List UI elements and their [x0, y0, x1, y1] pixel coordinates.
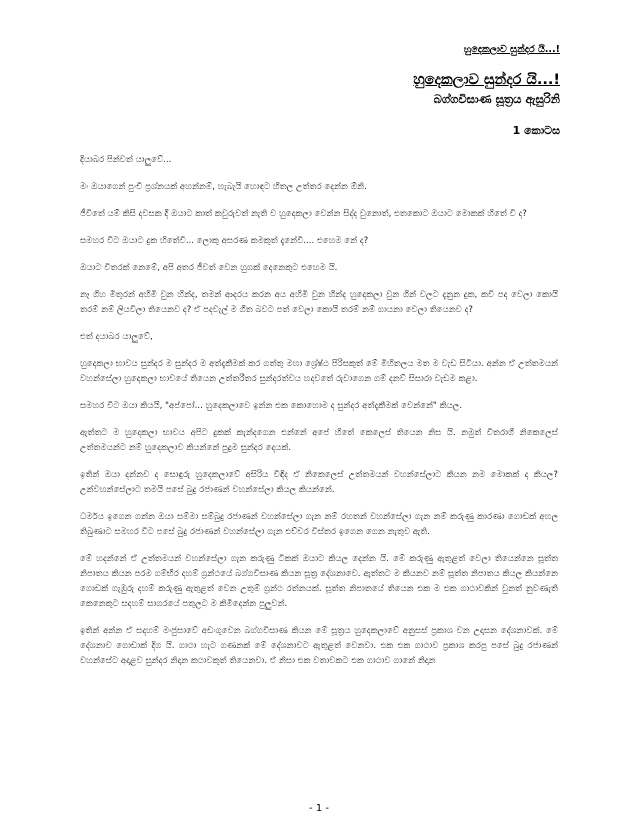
paragraph: ඔයාට විතරක් නෙමේ, අපි අතර ජීවත් වෙන හුගක් දෙනෙකුට එහෙම යි.: [80, 263, 338, 273]
running-header: හුදෙකලාව සුන්දර යි...!: [463, 44, 560, 55]
document-title: හුදෙකලාව සුන්දර යි...!: [413, 72, 560, 88]
paragraph: එත් දයාබර යාලුවේ,: [80, 332, 153, 342]
body-text: [80, 153, 558, 681]
paragraph: හුදෙකලා භාවය සුන්දර ම සුන්දර ම අත්දැකීමක් කර ගත්තු මහා ශ්‍රේෂ්ඨ පිරිසකුත් මේ මිහිතලය මත ම වැඩ සිටියා. අන්න ඒ උත්තමයන් වහන්සේලා හුදෙකලා භාවයේ තියෙන උත්තරීතර සුන්දරත්වය හදවතේ රුවාගෙන ගම් දනව් සිසාරා වැඩම කළා.: [80, 359, 558, 384]
paragraph: මං ඔයාගෙන් පුංචි ප්‍රශ්නයක් අහන්නම්, හැබැයි හොඳට හිතල උත්තර දෙන්න ඕනි.: [80, 182, 367, 192]
paragraph: සමහර විට ඔයා කියයි, "අප්පෝ... හුදෙකලාවෙ ඉන්න එක කොහොම ද සුන්දර අත්දැකීමක් වෙන්නේ" කියල.: [80, 401, 463, 411]
document-subtitle: බග්ගවිසාණ සූත්‍රය ඇසුරිනි: [433, 92, 560, 106]
page-number: - 1 -: [309, 803, 329, 814]
paragraph: මේ හදන්නේ ඒ උත්තමයන් වහන්සේලා ගැන කරුණු ටිකක් ඔයාට කියල දෙන්න යි. මේ කරුණු ඇතුළත් වෙලා තියෙන්නෙ සූත්ත නිපාතය කියන පරම ගම්භීර දහම් ග්‍රන්ථයේ බග්ගවිසාණ කියන සූත්‍ර දේශනාවෙ. ඇත්තට ම කියනව නම් සූත්ත නිපාතය කියල කියන්නෙ ගොඩක් ගැඹුරු දහම් කරුණු ඇතුළත් වෙන උතුම් ග්‍රන්ථ රත්නයක්. සූත්ත නිපාතයේ තියෙන එක ම එක ගාථාවකින් වුනත් නුවණැති කෙනෙකුට සදහම් සාගරයේ පතුලට ම කිමිදෙන්න පුලුවන්.: [80, 554, 558, 609]
paragraph: නෑ ගිහ මිතුරන් අහිමි වුන හින්ද, තමන් ආදරය කරන අය අහිමි වුන හින්ද හුදෙකලා වුන ගින් වලට දැනුන දුක, කවි පද වෙලා කොයි තරම් නම් ලියවිලා තියෙනව ද? ඒ පදවැල් ම ගීත බවට පත් වෙලා කොයි තරම් නම් ගායනා වෙලා තියෙනව ද?: [80, 290, 558, 315]
paragraph: දියාබර පින්වත් යාලුවේ...: [80, 155, 172, 165]
title-block: [413, 72, 560, 107]
paragraph: සමහර විට ඔයාට දුක හිතේවි... ලොකු අසරණ කමකුත් දැනේවි.... එහෙම නේ ද?: [80, 236, 369, 246]
part-label: 1 කොටස: [512, 124, 560, 137]
paragraph: ඉතින් ඔයා දන්නව ද සොඳුරු හුදෙකලාවේ අසිරිය විඳිද ඒ නිකෙලෙස් උත්තමයන් වහන්සේලාට කියන නම මොකක් ද කියල? උන්වහන්සේලාට තමයි පසේ බුදු රජාණන් වහන්සේලා කියල කියන්නේ.: [80, 470, 558, 495]
paragraph: ඉතින් අන්න ඒ සදහම් මංජුසාවේ අඩංගුවෙන බග්ගවිසාණ කියන මේ සූත්‍රය හුදෙකලාවේ අනුසස් ප්‍රකාශ වන උදාසන දේශනාවක්. මේ දේශනාව ගොඩාක් දිග යි. ගාථා හැට ගණනක් මේ දේශනාවට ඇතුළත් වෙනවා. එක එක ගාථාව ප්‍රකාශ කරපු පසේ බුදු රජාණන් වහන්සේට අදාළව සුන්දර නිදාන කථාවකුත් තියෙනවා. ඒ නිසා එක වතාවකට එක ගාථාව ගානේ නිදාන: [80, 626, 558, 666]
paragraph: ඇත්තට ම හුදෙකලා භාවය අපිට දුකක් කැන්දගෙන එන්නේ අපේ හිතේ කෙලෙස් තියෙන නිස යි. නමුත් විතරාගී නිකෙලෙස් උත්තමයන්ට නම් හුදෙකලාව කියන්නේ පුදුම සුන්දර දෙයක්.: [80, 428, 558, 453]
paragraph: ධර්මය ඉගෙන ගන්න ඔයා සම්මා සම්බුදු රජාණන් වහන්සේලා ගැන නම් රහතන් වහන්සේලා ගැන නම් කරුණු කාරණා ගොඩක් අහල තිබුණාට සමහර විට පසේ බුදු රජාණන් වහන්සේලා ගැන එච්චර විස්තර ඉගෙන ගෙන නැතුව ඇති.: [80, 512, 558, 537]
paragraph: ජීවිතේ යම් කිසි දවසක දී ඔයාට කාත් කවුරුවත් නැති ව හුදෙකලා වෙන්න සිද්ද වුනොත්, එතකොට ඔයාට මොකක් හිතේ වි ද?: [80, 209, 527, 219]
